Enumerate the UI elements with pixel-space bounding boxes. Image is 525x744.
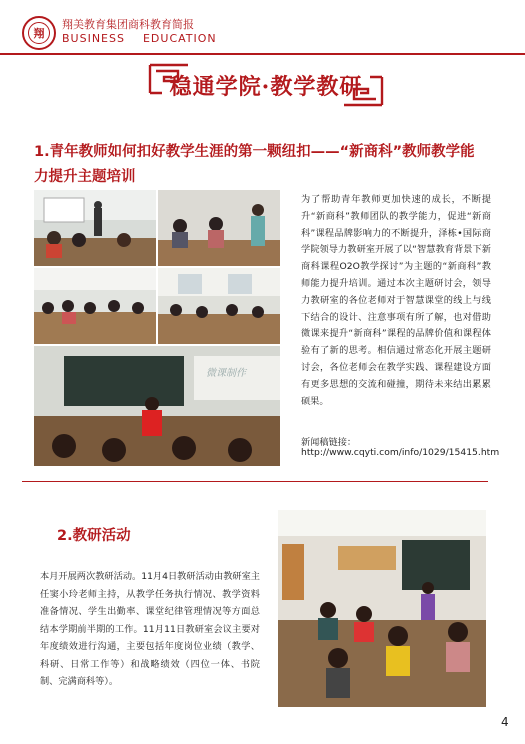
news-link[interactable]: http://www.cqyti.com/info/1029/15415.htm <box>301 447 500 458</box>
meeting-photo <box>278 510 486 707</box>
training-photo-1 <box>34 190 156 266</box>
slide-caption: 微课制作 <box>206 368 246 379</box>
section2-title: 2.教研活动 <box>57 528 131 544</box>
section-divider <box>22 481 488 482</box>
training-photo-4 <box>158 268 280 344</box>
section2-body: 本月开展两次教研活动。11月4日教研活动由教研室主任窦小玲老师主持，从教学任务执行情况、教学资料准备情况、学生出勤率、课堂纪律管理情况等方面总结本学期前半期的工作。11月11日教研室会议主要对年度绩效进行沟通，主要包括年度岗位业绩（教学、科研、日常工作等）和战略绩效（四位一体、书院制、完满商科等）。 <box>40 571 260 687</box>
logo-glyph: 翔 <box>28 22 50 44</box>
section1-body: 为了帮助青年教师更加快速的成长，不断提升“新商科”教师团队的教学能力，促进“新商科”课程品牌影响力的不断提升，泽栋•国际商学院领导力教研室开展了以“智慧教育背景下新商科课程O2O教学探讨”为主题的“新商科”教师能力提升培训。通过本次主题研讨会，领导力教研室的各位老师对于智慧课堂的线上与线下结合的设计、注意事项有所了解，也对借助微课来提升“新商科”课程的品牌价值和课程体验有了新的思考。相信通过常态化开展主题研讨会，各位老师会在教学实践、课程建设方面有更多思想的交流和碰撞，期待未来结出累累硕果。 <box>301 194 491 407</box>
newsletter-subtitle <box>62 32 235 45</box>
newsletter-title: 翔美教育集团商科教育简报 <box>62 18 194 31</box>
banner-title: 稳通学院·教学教研 <box>169 74 363 100</box>
header-divider <box>0 53 525 55</box>
news-link-label: 新闻稿链接： <box>301 437 357 448</box>
school-logo <box>22 16 56 50</box>
page-number: 4 <box>501 715 509 729</box>
training-photo-large <box>34 346 280 466</box>
training-photo-2 <box>158 190 280 266</box>
training-photo-3 <box>34 268 156 344</box>
subtitle-business: BUSINESS <box>62 32 125 45</box>
subtitle-education: EDUCATION <box>142 32 217 45</box>
section1-title: 1.青年教师如何扣好教学生涯的第一颗纽扣——“新商科”教师教学能力提升主题培训 <box>34 144 475 185</box>
